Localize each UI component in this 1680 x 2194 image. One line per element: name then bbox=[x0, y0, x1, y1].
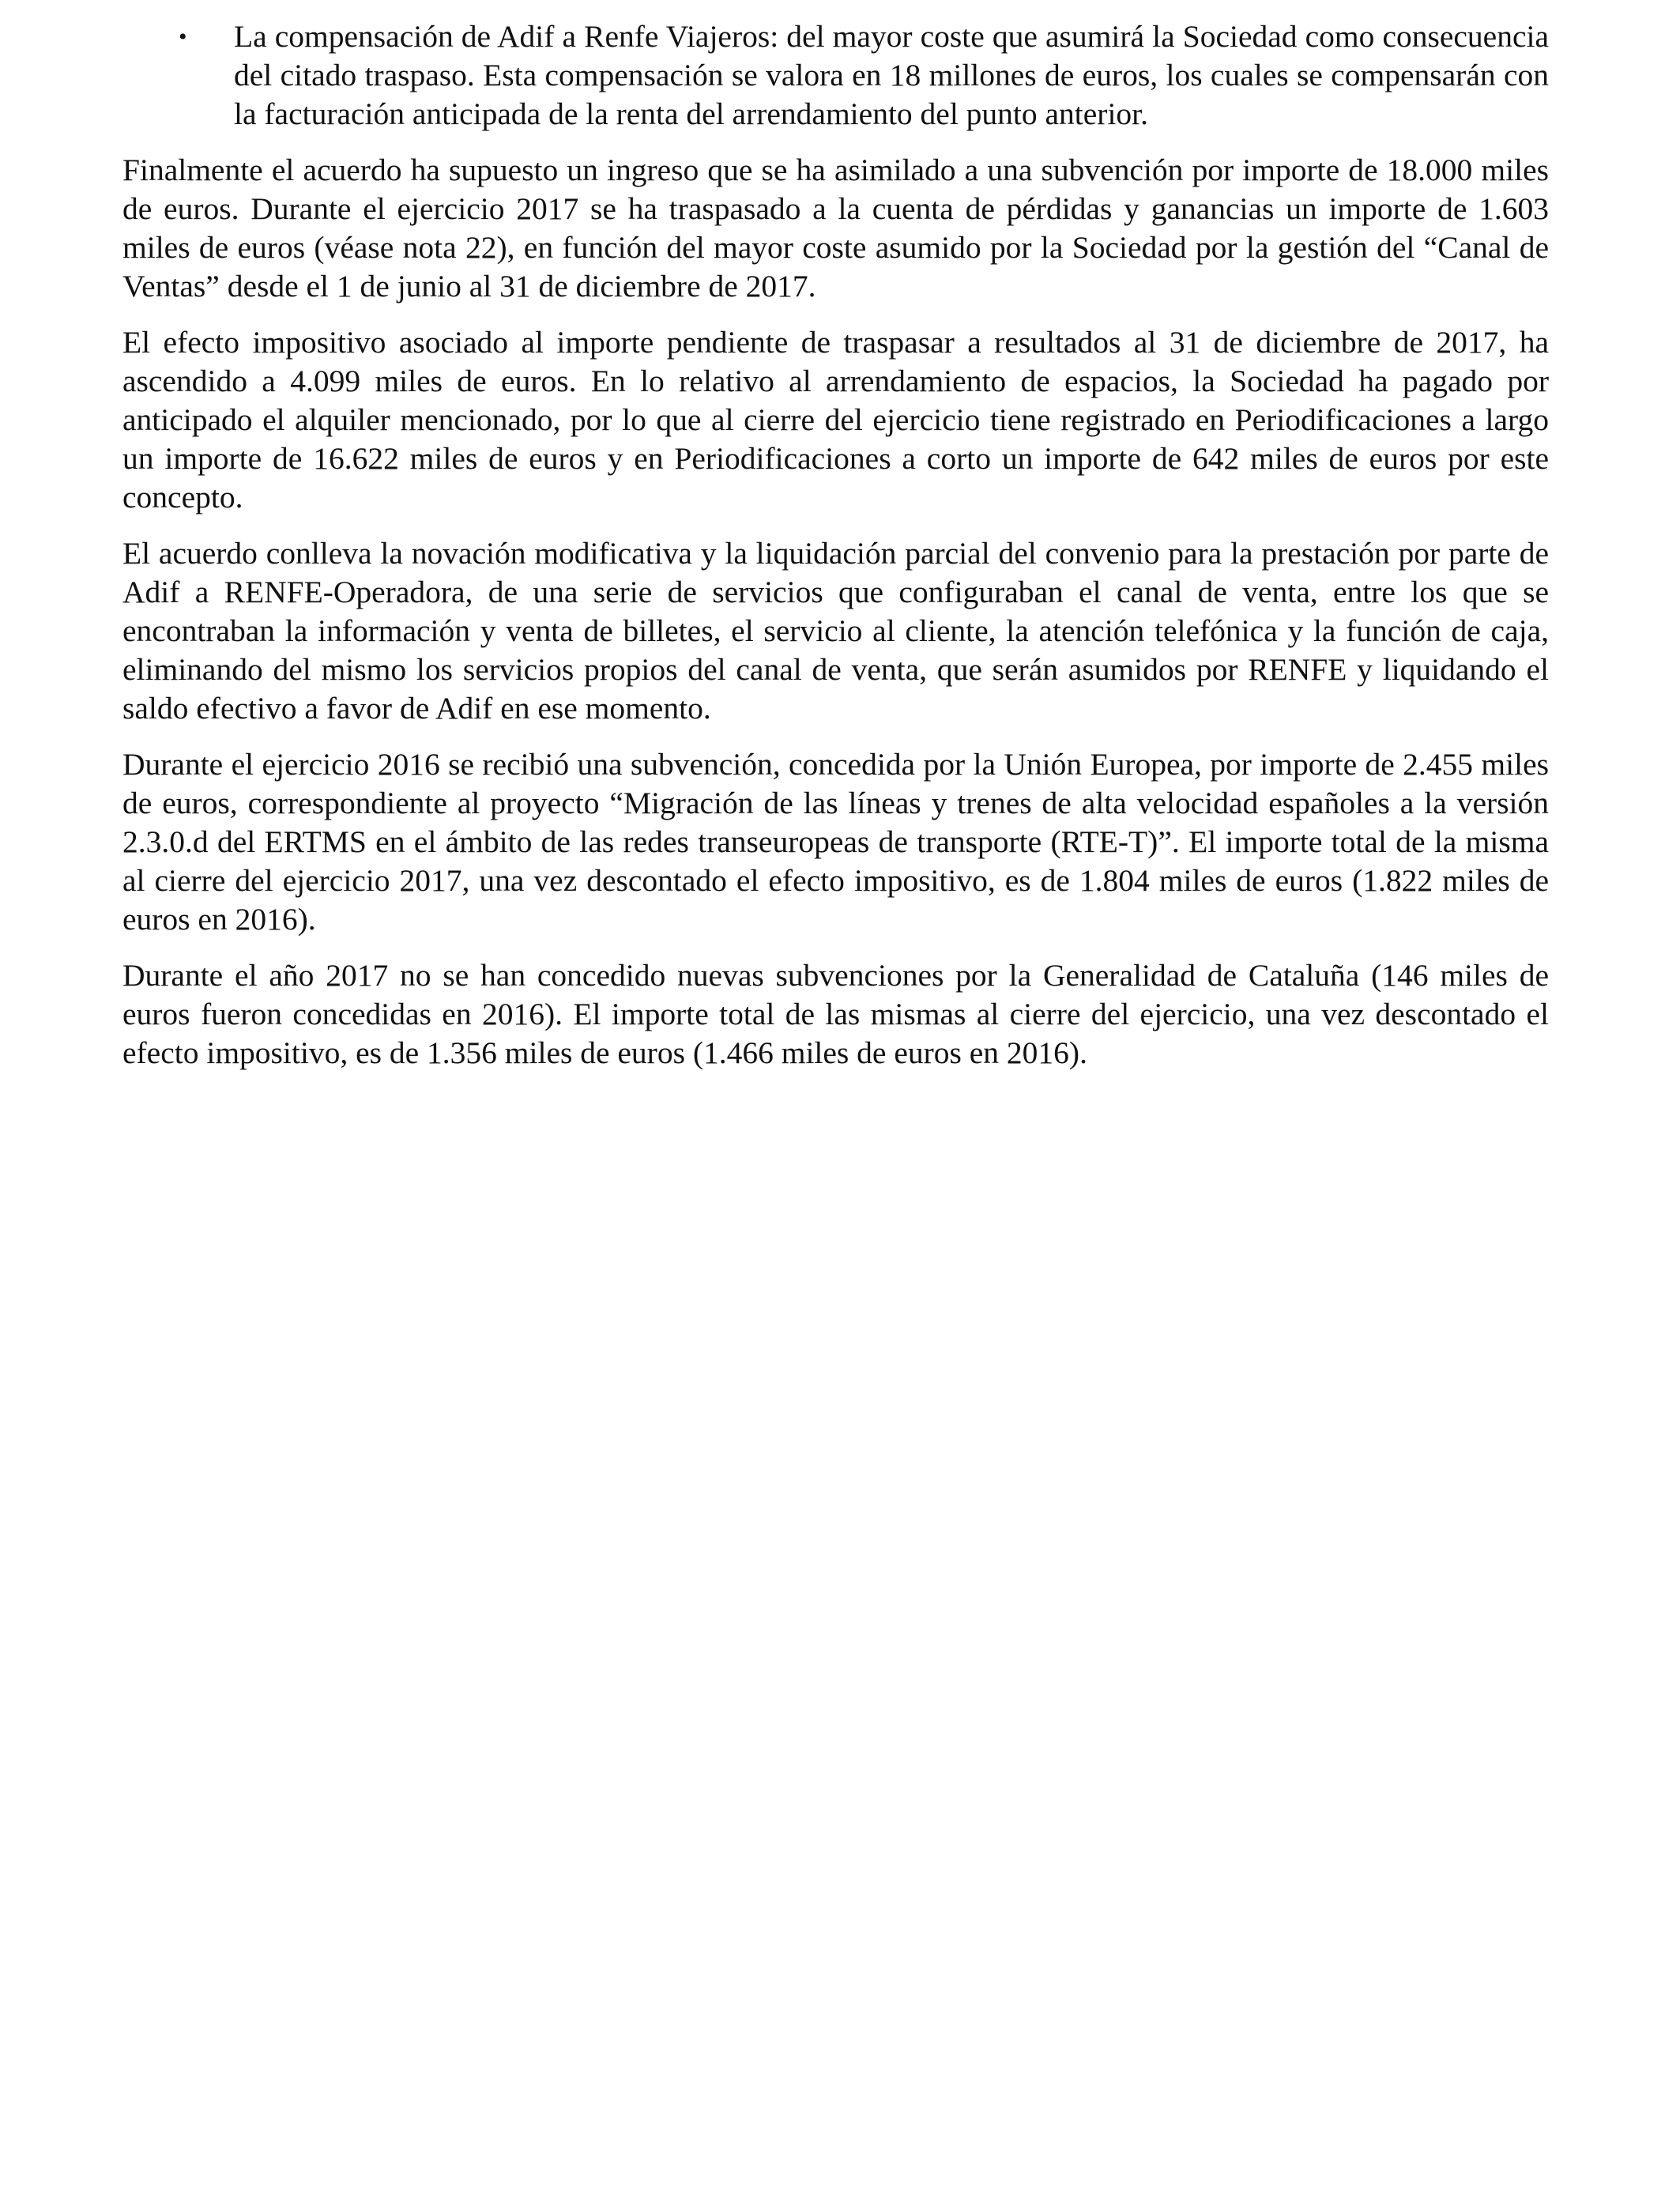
bullet-list bbox=[122, 17, 1549, 134]
bullet-text: La compensación de Adif a Renfe Viajeros: del mayor coste que asumirá la Sociedad como consecuencia del citado traspaso. Esta compensación se valora en 18 millones de euros, los cuales se compensarán con la facturación anticipada de la renta del arrendamiento del punto anterior. bbox=[234, 19, 1549, 131]
paragraph-subvencion-ue: Durante el ejercicio 2016 se recibió una subvención, concedida por la Unión Europea, por importe de 2.455 miles de euros, correspondiente al proyecto “Migración de las líneas y trenes de alta velocidad españoles a la versión 2.3.0.d del ERTMS en el ámbito de las redes transeuropeas de transporte (RTE-T)”. El importe total de la misma al cierre del ejercicio 2017, una vez descontado el efecto impositivo, es de 1.804 miles de euros (1.822 miles de euros en 2016). bbox=[122, 747, 1549, 937]
paragraph-ingreso-subvencion: Finalmente el acuerdo ha supuesto un ingreso que se ha asimilado a una subvención por importe de 18.000 miles de euros. Durante el ejercicio 2017 se ha traspasado a la cuenta de pérdidas y ganancias un importe de 1.603 miles de euros (véase nota 22), en función del mayor coste asumido por la Sociedad por la gestión del “Canal de Ventas” desde el 1 de junio al 31 de diciembre de 2017. bbox=[122, 153, 1549, 303]
document-body bbox=[122, 17, 1549, 1072]
paragraph-efecto-impositivo: El efecto impositivo asociado al importe pendiente de traspasar a resultados al 31 de diciembre de 2017, ha ascendido a 4.099 miles de euros. En lo relativo al arrendamiento de espacios, la Sociedad ha pagado por anticipado el alquiler mencionado, por lo que al cierre del ejercicio tiene registrado en Periodificaciones a largo un importe de 16.622 miles de euros y en Periodificaciones a corto un importe de 642 miles de euros por este concepto. bbox=[122, 325, 1549, 515]
paragraph-novacion-convenio: El acuerdo conlleva la novación modificativa y la liquidación parcial del convenio para la prestación por parte de Adif a RENFE-Operadora, de una serie de servicios que configuraban el canal de venta, entre los que se encontraban la información y venta de billetes, el servicio al cliente, la atención telefónica y la función de caja, eliminando del mismo los servicios propios del canal de venta, que serán asumidos por RENFE y liquidando el saldo efectivo a favor de Adif en ese momento. bbox=[122, 536, 1549, 726]
paragraph-subvencion-cataluna: Durante el año 2017 no se han concedido nuevas subvenciones por la Generalidad de Cataluña (146 miles de euros fueron concedidas en 2016). El importe total de las mismas al cierre del ejercicio, una vez descontado el efecto impositivo, es de 1.356 miles de euros (1.466 miles de euros en 2016). bbox=[122, 958, 1549, 1070]
bullet-dot-icon: • bbox=[179, 24, 187, 50]
bullet-item-compensacion bbox=[122, 17, 1549, 134]
